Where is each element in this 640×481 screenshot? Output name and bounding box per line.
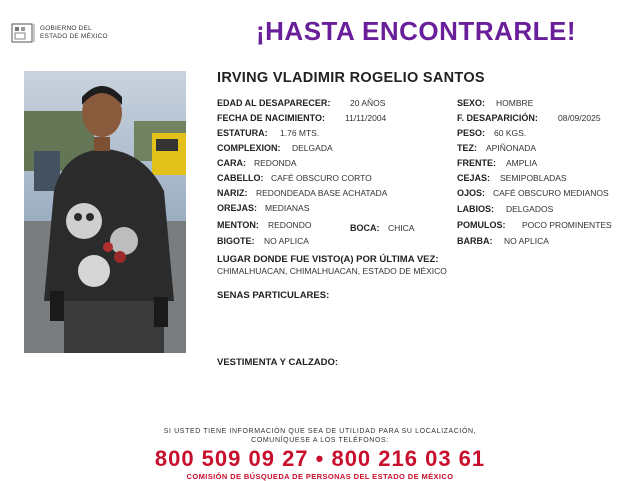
edad-value: 20 AÑOS — [350, 98, 386, 108]
orejas-value: MEDIANAS — [265, 203, 310, 213]
nacimiento-label: FECHA DE NACIMIENTO: — [217, 113, 325, 123]
pomulos-value: POCO PROMINENTES — [522, 220, 612, 230]
estatura-value: 1.76 MTS. — [280, 128, 320, 138]
orejas-label: OREJAS: — [217, 203, 258, 213]
government-text — [40, 25, 108, 41]
state-emblem-icon — [10, 21, 38, 45]
cabello-value: CAFÉ OBSCURO CORTO — [271, 173, 372, 183]
phone-numbers: 800 509 09 27 • 800 216 03 61 — [154, 446, 486, 471]
edad-label: EDAD AL DESAPARECER: — [217, 98, 331, 108]
bigote-label: BIGOTE: — [217, 236, 255, 246]
vestimenta-heading: VESTIMENTA Y CALZADO: — [217, 357, 339, 368]
barba-value: NO APLICA — [504, 236, 549, 246]
info-line-1: SI USTED TIENE INFORMACIÓN QUE SEA DE UTILIDAD PARA SU LOCALIZACIÓN, — [163, 428, 477, 435]
complexion-label: COMPLEXION: — [217, 143, 281, 153]
cejas-label: CEJAS: — [457, 173, 491, 183]
ojos-label: OJOS: — [457, 188, 486, 198]
nacimiento-value: 11/11/2004 — [345, 113, 387, 123]
pomulos-label: POMULOS: — [457, 220, 506, 230]
labios-label: LABIOS: — [457, 204, 494, 214]
cabello-label: CABELLO: — [217, 173, 264, 183]
peso-value: 60 KGS. — [494, 128, 527, 138]
boca-label: BOCA: — [350, 223, 380, 233]
photo-illustration — [24, 71, 186, 353]
government-logo — [10, 21, 130, 45]
nariz-label: NARIZ: — [217, 188, 248, 198]
missing-person-photo — [24, 71, 186, 353]
cara-value: REDONDA — [254, 158, 297, 168]
senas-particulares-heading: SENAS PARTICULARES: — [217, 290, 330, 301]
sexo-label: SEXO: — [457, 98, 486, 108]
ojos-value: CAFÉ OBSCURO MEDIANOS — [493, 188, 609, 198]
location-value: CHIMALHUACAN, CHIMALHUACAN, ESTADO DE MÉXICO — [217, 266, 447, 276]
sexo-value: HOMBRE — [496, 98, 534, 108]
gov-line-1: GOBIERNO DEL — [40, 25, 92, 32]
peso-label: PESO: — [457, 128, 486, 138]
cara-label: CARA: — [217, 158, 246, 168]
tez-label: TEZ: — [457, 143, 477, 153]
location-label: LUGAR DONDE FUE VISTO(A) POR ÚLTIMA VEZ: — [217, 254, 439, 265]
banner-title: ¡HASTA ENCONTRARLE! — [256, 16, 577, 46]
comision-name: COMISIÓN DE BÚSQUEDA DE PERSONAS DEL ESTADO DE MÉXICO — [186, 472, 454, 481]
person-name: IRVING VLADIMIR ROGELIO SANTOS — [217, 70, 485, 86]
frente-label: FRENTE: — [457, 158, 496, 168]
frente-value: AMPLIA — [506, 158, 538, 168]
cejas-value: SEMIPOBLADAS — [500, 173, 567, 183]
info-line-2: COMUNÍQUESE A LOS TELÉFONOS: — [251, 437, 389, 444]
estatura-label: ESTATURA: — [217, 128, 268, 138]
desaparicion-label: F. DESAPARICIÓN: — [457, 113, 538, 123]
menton-value: REDONDO — [268, 220, 312, 230]
desaparicion-value: 08/09/2025 — [558, 113, 601, 123]
menton-label: MENTON: — [217, 220, 259, 230]
boca-value: CHICA — [388, 223, 415, 233]
complexion-value: DELGADA — [292, 143, 333, 153]
nariz-value: REDONDEADA BASE ACHATADA — [256, 188, 388, 198]
bigote-value: NO APLICA — [264, 236, 309, 246]
gov-line-2: ESTADO DE MÉXICO — [40, 33, 108, 40]
barba-label: BARBA: — [457, 236, 493, 246]
labios-value: DELGADOS — [506, 204, 554, 214]
tez-value: APIÑONADA — [486, 143, 537, 153]
